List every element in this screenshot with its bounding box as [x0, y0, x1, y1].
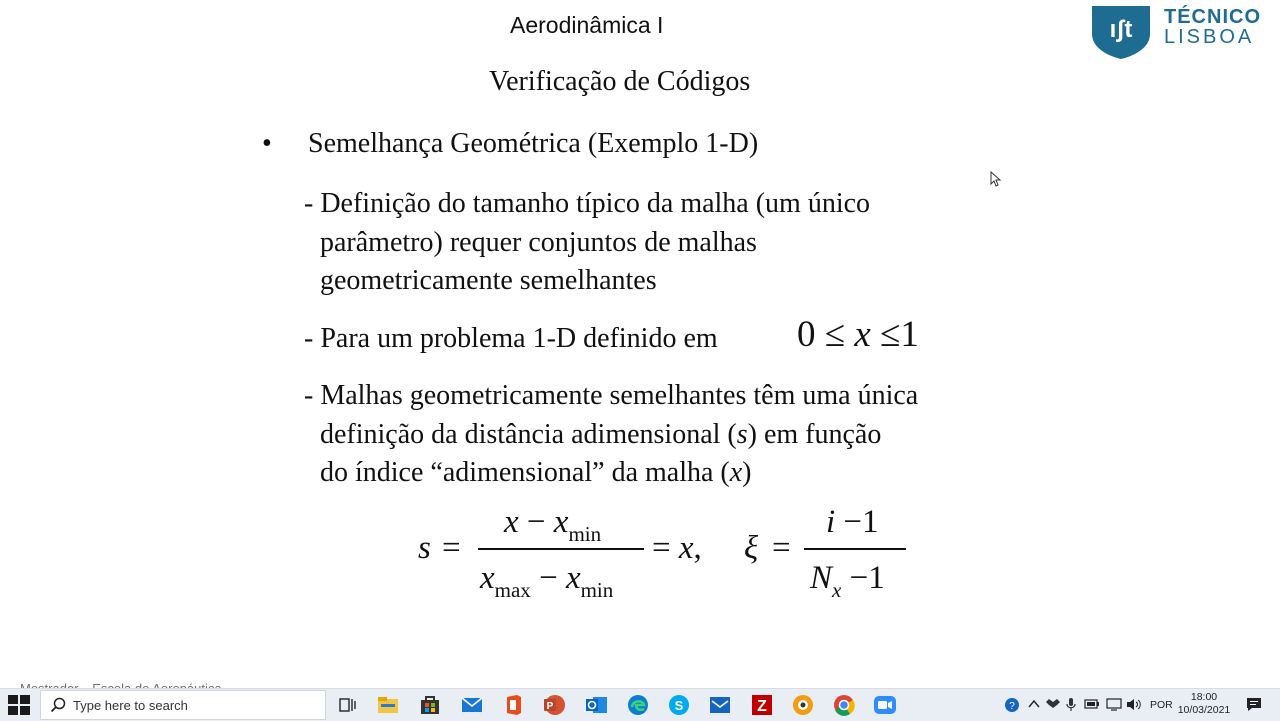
p3-line-3b: ) — [742, 457, 752, 488]
clock-time: 18:00 — [1190, 691, 1218, 703]
mouse-pointer-icon — [990, 171, 1002, 187]
store-icon[interactable] — [418, 693, 442, 717]
formula-i-numerator: i −1 — [826, 504, 879, 540]
math-x: x — [854, 314, 871, 355]
math-one: 1 — [900, 314, 919, 355]
language-indicator[interactable]: POR — [1150, 699, 1173, 711]
formula-eq-2: = x, — [652, 530, 702, 566]
svg-text:Z: Z — [757, 698, 767, 715]
fraction-bar-2 — [804, 548, 906, 550]
svg-text:P: P — [546, 701, 554, 712]
formula-s: s — [418, 530, 431, 566]
filezilla-icon[interactable] — [750, 693, 774, 717]
formula-eq-3: = — [772, 530, 791, 566]
windows-start-icon[interactable] — [8, 695, 30, 715]
system-clock[interactable] — [1176, 691, 1232, 717]
bullet-dot: • — [262, 128, 272, 159]
bullet-text: Semelhança Geométrica (Exemplo 1-D) — [308, 128, 759, 159]
svg-text:?: ? — [1009, 701, 1015, 712]
chrome-icon[interactable] — [832, 693, 856, 717]
search-icon — [50, 697, 66, 713]
logo-line-1: TÉCNICO — [1164, 6, 1261, 28]
p3-line-2b: ) em função — [747, 418, 882, 450]
p1-line-1: - Definição do tamanho típico da malha (um único — [304, 188, 871, 219]
svg-text:ıʃt: ıʃt — [1109, 16, 1133, 43]
ist-shield-icon — [1090, 4, 1152, 60]
p3-line-3 — [304, 454, 918, 493]
mail-app-icon[interactable] — [708, 693, 732, 717]
powerpoint-icon[interactable] — [542, 693, 566, 717]
p3-line-2 — [304, 416, 918, 455]
search-placeholder: Type here to search — [73, 698, 188, 713]
formula-numerator: $x - x_{min}$ — [504, 504, 602, 546]
p3-line-1: - Malhas geometricamente semelhantes têm uma única — [304, 380, 919, 411]
volume-icon[interactable] — [1126, 698, 1142, 711]
paragraph-mesh-size — [304, 185, 870, 301]
paragraph-similar-meshes — [304, 377, 918, 493]
mail-icon[interactable] — [460, 693, 484, 717]
outlook-icon[interactable] — [584, 693, 608, 717]
p1-line-2: parâmetro) requer conjuntos de malhas — [320, 226, 757, 258]
similarity-formula — [418, 500, 918, 610]
formula-xi: ξ — [744, 530, 759, 566]
domain-inequality — [797, 313, 919, 356]
math-zero: 0 — [797, 314, 816, 355]
clock-date: 10/03/2021 — [1177, 704, 1231, 716]
media-icon[interactable] — [791, 693, 815, 717]
dropbox-icon[interactable] — [1046, 698, 1060, 711]
network-icon[interactable] — [1106, 698, 1122, 711]
course-title: Aerodinâmica I — [510, 12, 664, 38]
paragraph-domain: - Para um problema 1-D definido em — [304, 323, 718, 354]
p3-line-3a: do índice “adimensional” da malha ( — [320, 457, 730, 488]
formula-n-denominator: $N_x -1$ — [810, 560, 885, 602]
taskbar-search-box[interactable] — [40, 690, 326, 720]
bullet-heading — [262, 128, 758, 160]
edge-icon[interactable] — [626, 693, 650, 717]
math-le: ≤ — [824, 314, 846, 355]
microphone-icon[interactable] — [1066, 697, 1076, 712]
help-icon[interactable] — [1004, 697, 1020, 713]
file-explorer-icon[interactable] — [376, 693, 400, 717]
formula-eq-1: = — [442, 530, 461, 566]
office-icon[interactable] — [501, 693, 525, 717]
notifications-icon[interactable] — [1246, 697, 1262, 712]
p1-line-3: geometricamente semelhantes — [320, 265, 657, 296]
windows-taskbar — [0, 688, 1280, 721]
tecnico-lisboa-logo — [1088, 4, 1273, 60]
p3-s-symbol: s — [736, 418, 748, 450]
svg-text:S: S — [674, 698, 684, 713]
zoom-icon[interactable] — [873, 693, 897, 717]
battery-icon[interactable] — [1084, 699, 1100, 709]
task-view-icon[interactable] — [336, 693, 360, 717]
p3-x-symbol: x — [729, 457, 743, 488]
logo-wordmark — [1164, 7, 1261, 47]
formula-denominator: $x_{max} - x_{min}$ — [480, 560, 614, 602]
skype-icon[interactable] — [667, 693, 691, 717]
slide-subtitle: Verificação de Códigos — [489, 66, 751, 97]
chevron-up-icon[interactable] — [1028, 699, 1040, 709]
fraction-bar-1 — [478, 548, 644, 550]
p3-line-2a: definição da distância adimensional ( — [320, 418, 737, 450]
logo-line-2: LISBOA — [1164, 26, 1255, 48]
math-le-2: ≤ — [880, 314, 901, 355]
